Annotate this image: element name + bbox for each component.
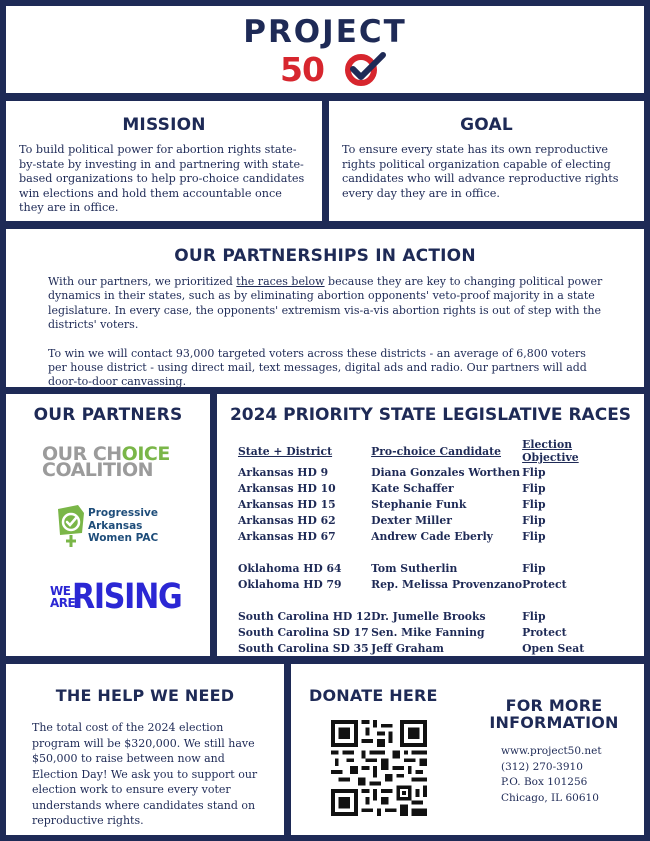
table-row [238,560,622,576]
race-candidate: Jeff Graham [371,641,444,655]
header-candidate: Pro-choice Candidate [371,444,502,458]
goal-panel [329,101,644,221]
race-candidate: Kate Schaffer [371,481,454,495]
pawpac-line-3: Women PAC [88,532,159,544]
table-row [238,624,622,640]
logo-checkmark-icon [345,50,387,86]
race-objective: Flip [522,481,546,495]
race-district: Arkansas HD 9 [238,465,329,479]
partnerships-paragraph-2: To win we will contact 93,000 targeted voters across these districts - an average of 6,800 voters per house district - using direct mail, text messages, digital ads and radio. Our partners will add door-to-door canvassing. [48,346,587,389]
table-gap [238,592,622,608]
help-text: The total cost of the 2024 election program will be $320,000. We still have $50,000 to raise between now and Election Day! We ask you to support our election work to ensure every voter understands where candidates stand on reproductive rights. [32,721,258,827]
race-candidate: Rep. Melissa Provenzano [371,577,523,591]
donate-title: DONATE HERE [309,686,438,705]
race-candidate: Tom Sutherlin [371,561,458,575]
help-title: THE HELP WE NEED [55,686,235,705]
occ-line1-a: OUR CH [42,443,122,465]
pawpac-logo-text [88,507,158,545]
race-district: South Carolina SD 35 [238,641,369,655]
website-link[interactable]: www.project50.net [501,745,602,757]
header-panel [6,6,644,93]
race-candidate: Sen. Mike Fanning [371,625,485,639]
race-objective: Flip [522,513,546,527]
races-below-link[interactable]: the races below [236,275,325,288]
race-objective: Flip [522,561,546,575]
table-row [238,496,622,512]
race-district: Arkansas HD 15 [238,497,336,511]
pawpac-logo-icon [56,503,86,549]
partners-panel [6,394,210,656]
race-district: Arkansas HD 67 [238,529,336,543]
rising-small-text [50,584,76,610]
project50-logo-number: 50 [280,50,324,89]
table-row [238,480,622,496]
our-choice-coalition-logo [42,443,170,481]
races-table [238,438,622,656]
project50-logo-word: PROJECT [243,14,407,50]
race-candidate: Andrew Cade Eberly [371,529,493,543]
occ-line1-b: O [121,443,138,465]
race-objective: Flip [522,609,546,623]
partnerships-paragraph-1 [6,275,644,333]
table-row [238,576,622,592]
goal-text: To ensure every state has its own reproductive rights political organization capable of electing candidates who will advance reproductive rights every day they are in office. [342,143,619,200]
partnerships-p1-after: because they are key to changing political power dynamics in their states, such as by eliminating abortion opponents' veto-proof majority in a state legislature. In every case, the opponents' extremism vis-a-vis abortion rights is out of step with the districts' voters. [48,275,603,332]
more-info-title: FOR MORE INFORMATION [489,696,619,732]
partners-title: OUR PARTNERS [33,405,183,425]
race-candidate: Dr. Jumelle Brooks [371,609,486,623]
races-header-row [238,438,622,464]
goal-title: GOAL [460,115,513,135]
race-objective: Open Seat [522,641,585,655]
race-candidate: Dexter Miller [371,513,452,527]
occ-line2: COALITION [42,459,154,481]
race-objective: Protect [522,625,567,639]
header-objective: Election Objective [522,438,579,464]
pawpac-line-1: Progressive [88,507,158,519]
table-row [238,528,622,544]
occ-line1-c: ICE [137,443,170,465]
race-district: Arkansas HD 62 [238,513,336,527]
we-are-rising-logo [50,577,199,617]
race-objective: Protect [522,577,567,591]
table-row [238,608,622,624]
po-box: P.O. Box 101256 [501,776,588,788]
table-row [238,640,622,656]
race-district: South Carolina HD 12 [238,609,372,623]
race-candidate: Stephanie Funk [371,497,467,511]
rising-we: WE [50,584,71,598]
phone-number[interactable]: (312) 270-3910 [501,760,583,773]
race-candidate: Diana Gonzales Worthen [371,465,521,479]
partnerships-panel [6,229,644,387]
contact-info [501,744,602,806]
table-row [238,512,622,528]
race-objective: Flip [522,465,546,479]
help-panel [6,664,284,835]
city-state-zip: Chicago, IL 60610 [501,791,599,804]
race-district: Oklahoma HD 64 [238,561,342,575]
mission-panel [6,101,322,221]
donate-panel [291,664,644,835]
races-panel [217,394,644,656]
rising-are: ARE [50,596,76,610]
mission-title: MISSION [122,115,206,135]
table-gap [238,544,622,560]
race-district: Oklahoma HD 79 [238,577,342,591]
header-state-district: State + District [238,444,333,458]
races-title: 2024 PRIORITY STATE LEGISLATIVE RACES [229,405,632,425]
race-district: South Carolina SD 17 [238,625,369,639]
race-objective: Flip [522,529,546,543]
partnerships-p1-before: With our partners, we prioritized [48,275,237,288]
donate-qr-code-icon[interactable] [331,720,427,816]
pawpac-line-2: Arkansas [88,519,143,532]
rising-big-text: RISING [72,577,182,617]
partnerships-title: OUR PARTNERSHIPS IN ACTION [174,246,476,266]
race-objective: Flip [522,497,546,511]
table-row [238,464,622,480]
mission-text: To build political power for abortion rights state-by-state by investing in and partnering with state-based organizations to help pro-choice candidates win elections and hold them accountable once they are in office. [19,143,305,215]
race-district: Arkansas HD 10 [238,481,336,495]
